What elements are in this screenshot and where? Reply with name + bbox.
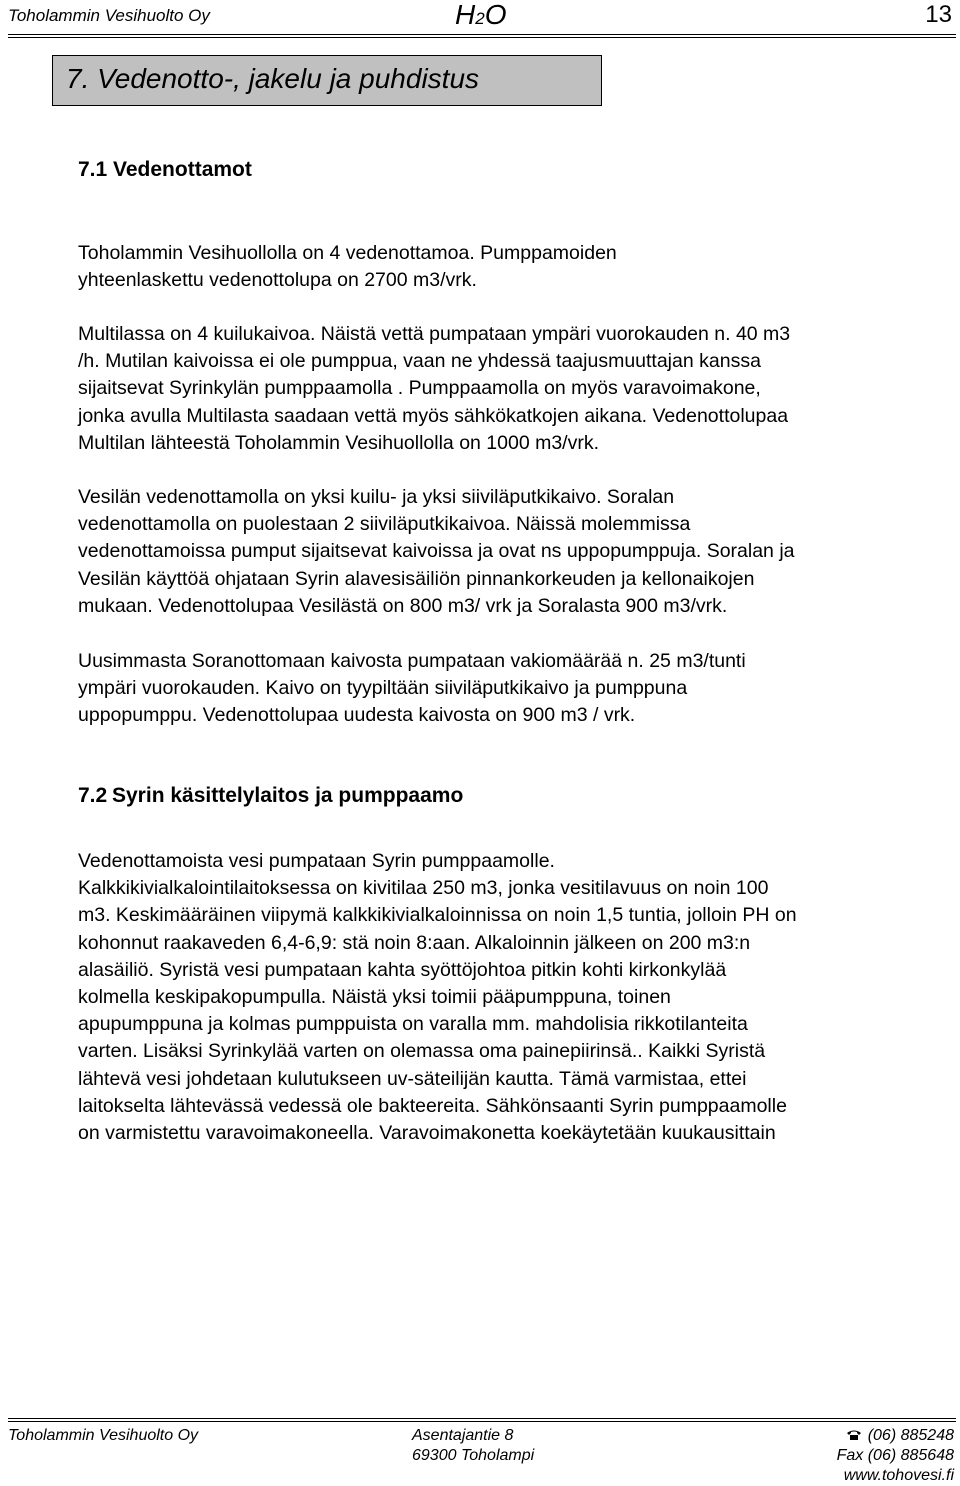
paragraph-3: Vesilän vedenottamolla on yksi kuilu- ja yksi siiviläputkikaivo. Soralan vedenottamolla on puolestaan 2 siiviläputkikaivoa. Näissä molemmissa vedenottamoissa pumput sijaitsevat kaivoissa ja ovat ns uppopumppuja. Soralan ja Vesilän käyttöä ohjataan Syrin alavesisäiliön pinnankorkeuden ja kellonaikojen mukaan. Vedenottolupaa Vesilästä on 800 m3/ vrk ja Soralasta 900 m3/vrk. [78,486,795,617]
footer-phone [694,1426,954,1446]
paragraph-5: Vedenottamoista vesi pumpataan Syrin pumppaamolle. Kalkkikivialkalointilaitoksessa on kivitilaa 250 m3, jonka vesitilavuus on noin 100 m3. Keskimääräinen viipymä kalkkikivialkaloinnissa on noin 1,5 tuntia, jolloin PH on kohonnut raakaveden 6,4-6,9: stä noin 8:aan. Alkaloinnin jälkeen on 200 m3:n alasäiliö. Syristä vesi pumpataan kahta syöttöjohtoa pitkin kohti kirkonkylää kolmella keskipakopumpulla. Näistä yksi toimii pääpumppuna, toinen apupumppuna ja kolmas pumppuista on varalla mm. mahdolisia rikkotilanteita varten. Lisäksi Syrinkylää varten on olemassa oma painepiirinsä.. Kaikki Syristä lähtevä vesi johdetaan kulutukseen uv-säteilijän kautta. Tämä varmistaa, ettei laitokselta lähtevässä vedessä ole bakteereita. Sähkönsaanti Syrin pumppaamolle on varmistettu varavoimakoneella. Varavoimakonetta koekäytetään kuukausittain [78,850,797,1145]
header-company: Toholammin Vesihuolto Oy [8,6,210,25]
section-number: 7.2 [78,784,108,807]
header-rule [8,34,956,35]
telephone-icon [846,1429,862,1441]
logo-subscript: 2 [475,9,485,28]
paragraph-4: Uusimmasta Soranottomaan kaivosta pumpataan vakiomäärää n. 25 m3/tunti ympäri vuorokauden. Kaivo on tyypiltään siiviläputkikaivo ja pumppuna uppopumppu. Vedenottolupaa uudesta kaivosta on 900 m3 / vrk. [78,650,746,727]
logo-h: H [455,0,476,30]
footer-phone-number: (06) 885248 [867,1427,954,1444]
footer-company: Toholammin Vesihuolto Oy [8,1427,199,1444]
paragraph-1: Toholammin Vesihuollolla on 4 vedenottamoa. Pumppamoiden yhteenlaskettu vedenottolupa on 2700 m3/vrk. [78,242,617,292]
footer-street: Asentajantie 8 [412,1427,514,1444]
header-rule-inner [8,37,956,38]
footer-rule [8,1418,956,1419]
footer-website-link[interactable]: www.tohovesi.fi [843,1467,954,1484]
footer-postal: 69300 Toholampi [412,1447,535,1464]
section-heading-7-2 [78,784,463,808]
page-number: 13 [925,1,952,28]
section-heading-7-1: 7.1 Vedenottamot [78,158,252,181]
footer-rule-inner [8,1421,956,1422]
chapter-title: 7. Vedenotto-, jakelu ja puhdistus [66,63,480,94]
logo-o: O [484,0,507,30]
header-logo [455,0,506,31]
footer-fax: Fax (06) 885648 [836,1447,954,1464]
section-title: Syrin käsittelylaitos ja pumppaamo [112,784,464,807]
paragraph-2: Multilassa on 4 kuilukaivoa. Näistä vettä pumpataan ympäri vuorokauden n. 40 m3 /h. Mutilan kaivoissa ei ole pumppua, vaan ne yhdessä taajusmuuttajan kanssa sijaitsevat Syrinkylän pumppaamolla . Pumppaamolla on myös varavoimakone, jonka avulla Multilasta saadaan vettä myös sähkökatkojen aikana. Vedenottolupaa Multilan lähteestä Toholammin Vesihuollolla on 1000 m3/vrk. [78,323,791,454]
